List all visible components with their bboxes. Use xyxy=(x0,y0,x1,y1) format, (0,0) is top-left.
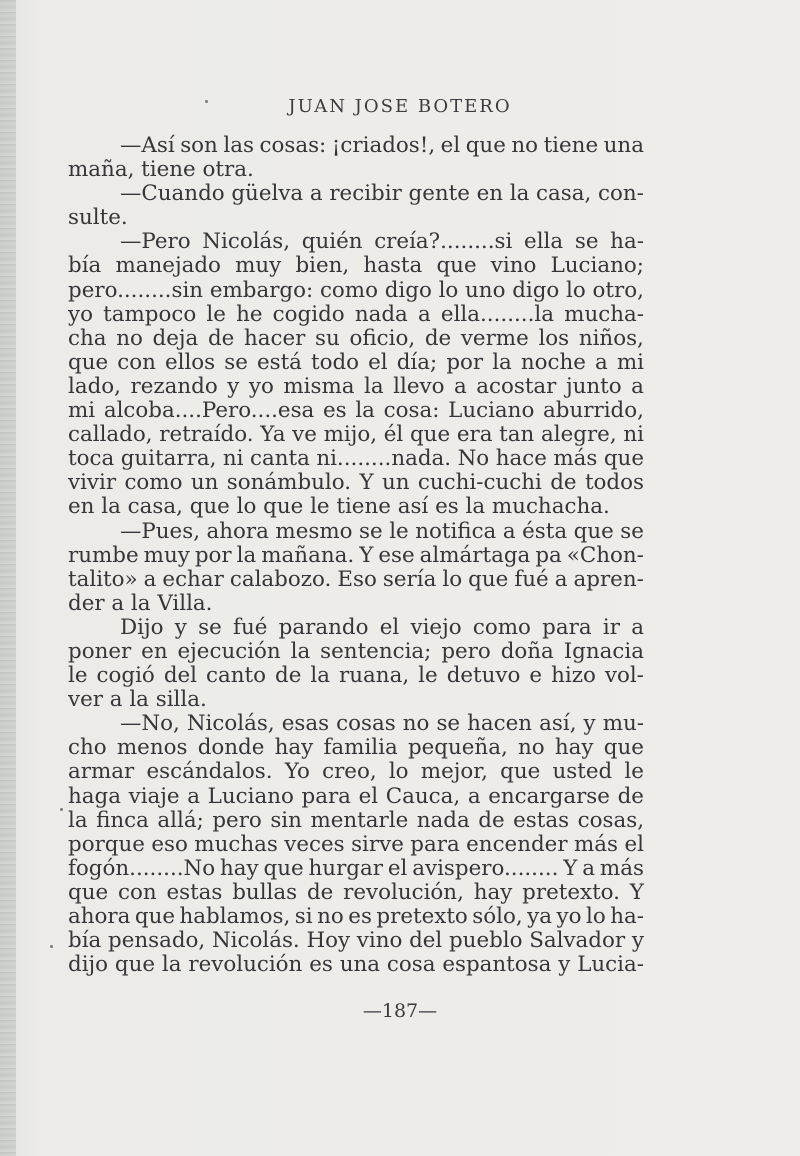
text-line: que con estas bullas de revolución, hay pretexto. Y xyxy=(68,879,644,905)
text-line: porque eso muchas veces sirve para encender más el xyxy=(68,831,644,857)
text-line: haga viaje a Luciano para el Cauca, a encargarse de xyxy=(68,783,644,809)
text-line: fogón........No hay que hurgar el avispero........ Y a más xyxy=(68,855,644,881)
page-binding-edge xyxy=(0,0,16,1156)
text-line: pero........sin embargo: como digo lo uno digo lo otro, xyxy=(68,277,644,303)
text-line: —No, Nicolás, esas cosas no se hacen así, y mu- xyxy=(120,711,644,737)
text-line: le cogió del canto de la ruana, le detuvo e hizo vol- xyxy=(68,663,644,689)
text-line: que con ellos se está todo el día; por la noche a mi xyxy=(68,349,644,375)
print-speck xyxy=(205,100,208,103)
text-line: cho menos donde hay familia pequeña, no hay que xyxy=(68,735,644,761)
text-line: der a la Villa. xyxy=(68,590,213,616)
text-line: cha no deja de hacer su oficio, de verme los niños, xyxy=(68,325,644,351)
text-line: rumbe muy por la mañana. Y ese almártaga pa «Chon- xyxy=(68,542,644,568)
text-line: yo tampoco le he cogido nada a ella........la mucha- xyxy=(68,301,644,327)
text-line: lado, rezando y yo misma la llevo a acostar junto a xyxy=(68,373,644,399)
text-line: callado, retraído. Ya ve mijo, él que era tan alegre, ni xyxy=(68,422,644,448)
text-line: talito» a echar calabozo. Eso sería lo que fué a apren- xyxy=(68,566,644,592)
text-line: poner en ejecución la sentencia; pero doña Ignacia xyxy=(68,638,644,664)
text-line: —Pero Nicolás, quién creía?........si ella se ha- xyxy=(120,229,644,255)
page-body-text xyxy=(68,134,644,977)
text-line: bía manejado muy bien, hasta que vino Luciano; xyxy=(68,253,644,279)
text-line: ver a la silla. xyxy=(68,687,207,713)
text-line: ahora que hablamos, si no es pretexto sólo, ya yo lo ha- xyxy=(68,904,644,929)
text-line: —Pues, ahora mesmo se le notifica a ésta que se xyxy=(120,518,644,544)
text-line: Dijo y se fué parando el viejo como para ir a xyxy=(120,614,644,640)
text-line: dijo que la revolución es una cosa espantosa y Lucia- xyxy=(68,952,644,978)
text-line: bía pensado, Nicolás. Hoy vino del pueblo Salvador y xyxy=(68,928,644,954)
text-line: en la casa, que lo que le tiene así es la muchacha. xyxy=(68,494,610,520)
print-speck xyxy=(60,808,63,811)
text-line: armar escándalos. Yo creo, lo mejor, que usted le xyxy=(68,759,644,785)
text-line: vivir como un sonámbulo. Y un cuchi-cuchi de todos xyxy=(68,470,644,496)
text-line: mi alcoba....Pero....esa es la cosa: Luciano aburrido, xyxy=(68,398,644,424)
text-line: maña, tiene otra. xyxy=(68,157,254,183)
page-number: —187— xyxy=(362,1000,438,1022)
print-speck xyxy=(50,945,53,948)
text-line: toca guitarra, ni canta ni........nada. No hace más que xyxy=(68,446,644,472)
running-header: JUAN JOSE BOTERO xyxy=(288,96,512,117)
text-line: —Así son las cosas: ¡criados!, el que no tiene una xyxy=(120,133,644,158)
text-line: —Cuando güelva a recibir gente en la casa, con- xyxy=(120,181,644,207)
text-line: la finca allá; pero sin mentarle nada de estas cosas, xyxy=(68,807,644,833)
text-line: sulte. xyxy=(68,205,128,231)
